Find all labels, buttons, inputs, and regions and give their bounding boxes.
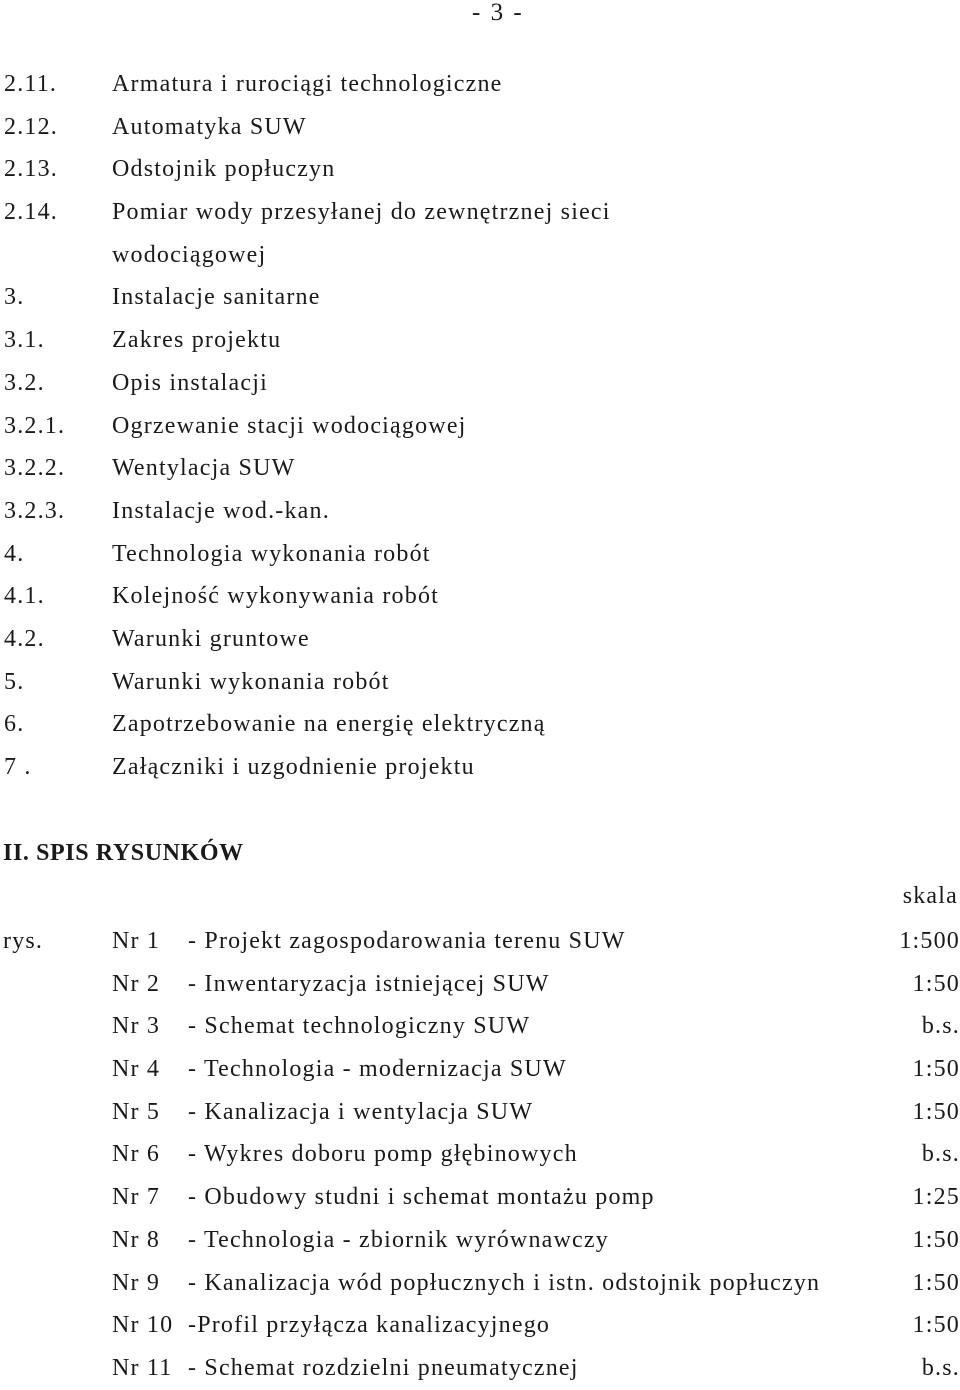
toc-item-number: 4.2. [4,625,45,652]
toc-item-title: Kolejność wykonywania robót [112,583,440,610]
toc-item [0,451,960,494]
drawing-scale: 1:50 [912,970,960,997]
toc-item-number: 5. [4,668,25,695]
drawing-number: Nr 11 [112,1354,173,1381]
toc-item [0,195,960,238]
drawing-number: Nr 7 [112,1184,161,1211]
toc-item-number: 2.12. [4,113,58,140]
drawing-description: - Technologia - zbiornik wyrównawczy [188,1226,609,1253]
toc-item [0,366,960,409]
toc-item-title: Odstojnik popłuczyn [112,156,336,183]
toc-item-title: Ogrzewanie stacji wodociągowej [112,412,467,439]
drawing-number: Nr 2 [112,970,161,997]
drawing-description: -Profil przyłącza kanalizacyjnego [188,1312,551,1339]
drawing-row [0,1347,960,1390]
toc-item-number: 3. [4,284,25,311]
drawing-number: Nr 5 [112,1098,161,1125]
scale-column-header: skala [902,883,958,909]
drawing-scale: 1:500 [899,928,960,954]
drawing-description: - Inwentaryzacja istniejącej SUW [188,970,550,997]
drawing-description: - Kanalizacja wód popłucznych i istn. odstojnik popłuczyn [188,1269,821,1296]
drawing-row [0,920,960,963]
drawing-scale: 1:25 [912,1184,960,1211]
drawing-scale: 1:50 [912,1056,960,1083]
toc-item [0,152,960,195]
toc-item-title: Technologia wykonania robót [112,540,431,567]
toc-item [0,110,960,153]
toc-item [0,665,960,708]
drawing-prefix: rys. [3,928,44,954]
drawing-scale: b.s. [921,1013,960,1040]
toc-item-title: Opis instalacji [112,369,268,396]
toc-item [0,707,960,750]
drawing-row [0,1176,960,1219]
toc-item-number: 2.13. [4,156,58,183]
toc-item-number: 3.1. [4,327,45,354]
drawing-row [0,1219,960,1262]
toc-item-number: 2.11. [4,71,58,97]
toc-item-title: Instalacje sanitarne [112,284,321,311]
drawing-scale: 1:50 [912,1312,960,1339]
drawing-description: - Schemat rozdzielni pneumatycznej [188,1354,579,1381]
toc-item-title: Wentylacja SUW [112,455,296,482]
toc-item [0,622,960,665]
toc-item-title: wodociągowej [112,241,267,268]
toc-item-title: Załączniki i uzgodnienie projektu [112,754,475,780]
drawing-scale: 1:50 [912,1098,960,1125]
drawing-number: Nr 1 [112,928,161,954]
drawing-description: - Kanalizacja i wentylacja SUW [188,1098,534,1125]
toc-item-title: Warunki wykonania robót [112,668,390,695]
drawing-number: Nr 10 [112,1312,174,1339]
toc-item [0,323,960,366]
drawing-scale: b.s. [921,1141,960,1168]
drawing-scale: 1:50 [912,1226,960,1253]
drawing-description: - Schemat technologiczny SUW [188,1013,531,1040]
toc-item [0,280,960,323]
toc-item-number: 6. [4,711,25,738]
drawing-number: Nr 3 [112,1013,161,1040]
page-number: - 3 - [472,0,524,26]
drawing-scale: 1:50 [912,1269,960,1296]
drawing-description: - Wykres doboru pomp głębinowych [188,1141,578,1168]
toc-item [0,409,960,452]
toc-item-title: Zakres projektu [112,327,282,354]
toc-item-title: Instalacje wod.-kan. [112,497,330,524]
drawing-row [0,1262,960,1305]
drawing-description: - Technologia - modernizacja SUW [188,1056,567,1083]
toc-item-number: 4. [4,540,25,567]
toc-item-number: 3.2.1. [4,412,66,439]
toc-item-number: 2.14. [4,199,58,226]
toc-item [0,67,960,110]
toc-item-title: Zapotrzebowanie na energię elektryczną [112,711,546,738]
toc-item [0,537,960,580]
toc-item-number: 7 . [4,754,32,780]
drawings-list [0,920,960,1390]
drawing-row [0,1133,960,1176]
toc-item-title: Warunki gruntowe [112,625,310,652]
drawing-number: Nr 9 [112,1269,161,1296]
drawing-row [0,1304,960,1347]
drawing-number: Nr 4 [112,1056,161,1083]
drawing-row [0,1091,960,1134]
toc-item [0,494,960,537]
toc-item-number: 3.2. [4,369,45,396]
drawing-description: - Obudowy studni i schemat montażu pomp [188,1184,655,1211]
drawings-section-heading: II. SPIS RYSUNKÓW [3,840,244,866]
toc-item-title: Automatyka SUW [112,113,307,140]
drawing-description: - Projekt zagospodarowania terenu SUW [188,928,626,954]
toc-item-title: Pomiar wody przesyłanej do zewnętrznej sieci [112,199,611,226]
drawing-number: Nr 8 [112,1226,161,1253]
toc-item-number: 3.2.2. [4,455,66,482]
drawing-row [0,963,960,1006]
toc-item [0,750,960,793]
toc-item [0,579,960,622]
drawing-number: Nr 6 [112,1141,161,1168]
table-of-contents [0,67,960,793]
drawing-row [0,1005,960,1048]
drawing-row [0,1048,960,1091]
toc-item-continuation [0,238,960,281]
toc-item-number: 4.1. [4,583,45,610]
toc-item-number: 3.2.3. [4,497,66,524]
toc-item-title: Armatura i rurociągi technologiczne [112,71,503,97]
drawing-scale: b.s. [921,1354,960,1381]
